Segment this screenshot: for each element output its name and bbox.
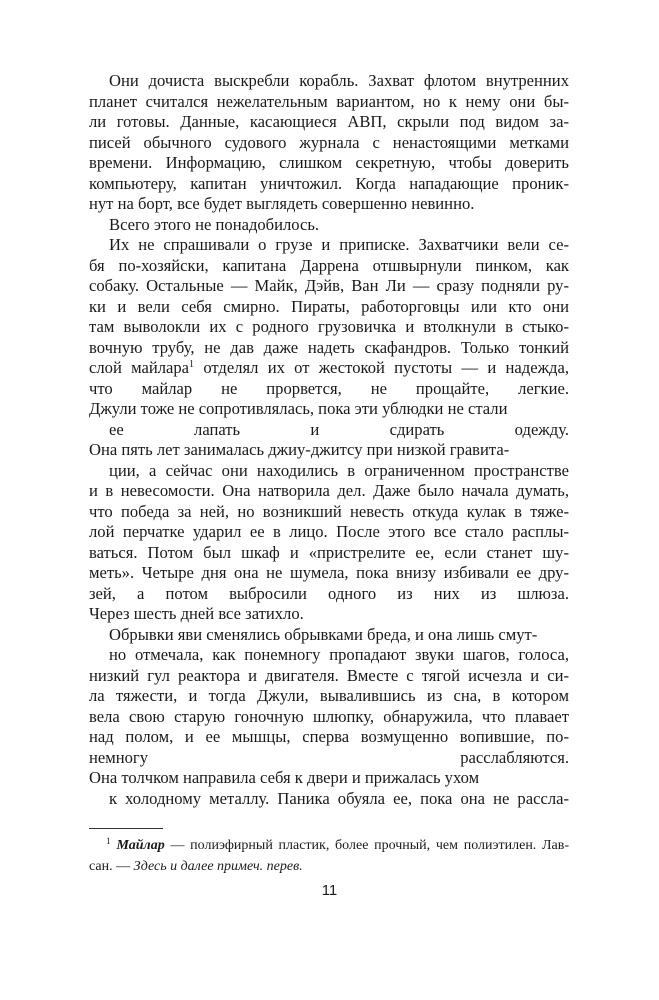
text-line: времени. Информацию, слишком секретную, чтобы доверить — [89, 153, 569, 172]
text-line: над полом, и ее мышцы, сперва возмущенно вопившие, по- — [89, 727, 569, 746]
footnote-note: Здесь и далее примеч. перев. — [133, 859, 303, 874]
text-line: писей обычного судового журнала с ненастоящими метками — [89, 132, 569, 152]
text-line: что майлар не прорвется, не прощайте, легкие. — [89, 378, 569, 398]
text-segment: слой майлара — [89, 358, 190, 377]
text-line: бя по-хозяйски, капитана Даррена отшвырнули пинком, как — [89, 255, 569, 275]
text-segment: отделял их от жестокой пустоты — и надежда, — [194, 358, 569, 377]
text-line: Обрывки яви сменялись обрывками бреда, и она лишь смут- — [109, 624, 538, 644]
text-line: вела свою старую гоночную шлюпку, обнаружила, что плавает — [89, 706, 569, 726]
text-line: лой перчатке ударил ее в лицо. После этого все стало расплы- — [89, 522, 569, 541]
footnote-term: Майлар — [116, 838, 165, 853]
footnote-text: сан. — — [89, 859, 134, 874]
text-line: ли готовы. Данные, касающиеся АВП, скрыли под видом за- — [89, 112, 569, 131]
text-line: Она пять лет занималась джиу-джитсу при низкой гравита- — [89, 440, 510, 459]
text-line: Всего этого не понадобилось. — [109, 214, 320, 234]
text-line: ее лапать и сдирать одежду. — [109, 419, 569, 439]
text-line: там выволокли их с родного грузовичка и втолкнули в стыко- — [89, 317, 569, 336]
text-line: меть». Четыре дня она не шумела, пока внизу избивали ее дру- — [89, 563, 569, 582]
text-line: но отмечала, как понемногу пропадают звуки шагов, голоса, — [109, 645, 569, 664]
text-line-with-footnote-ref — [89, 358, 569, 379]
text-line: Она толчком направила себя к двери и прижалась ухом — [89, 768, 480, 787]
text-line: что победа за ней, но возникший невесть откуда кулак в тяже- — [89, 501, 569, 521]
text-line: к холодному металлу. Паника обуяла ее, пока она не рассла- — [109, 788, 569, 808]
text-line: нут на борт, все будет выглядеть совершенно невинно. — [89, 194, 475, 213]
page-number: 11 — [321, 882, 338, 899]
text-line: Через шесть дней все затихло. — [89, 604, 304, 623]
text-line: ваться. Потом был шкаф и «пристрелите ее, если станет шу- — [89, 542, 569, 562]
footnote-text: — полиэфирный пластик, более прочный, чем полиэтилен. Лав- — [164, 838, 569, 853]
text-line: ки и вели себя смирно. Пираты, работорговцы или кто они — [89, 296, 569, 316]
text-line: ции, а сейчас они находились в ограниченном пространстве — [109, 460, 569, 480]
text-line: Джули тоже не сопротивлялась, пока эти ублюдки не стали — [89, 399, 508, 418]
footnote-reference: 1 — [189, 359, 195, 370]
text-line: вочную трубу, не дав даже надеть скафандров. Только тонкий — [89, 337, 569, 357]
text-line: компьютеру, капитан уничтожил. Когда нападающие проник- — [89, 173, 569, 193]
text-line: зей, а потом выбросили одного из них из шлюза. — [89, 583, 569, 603]
text-line: Они дочиста выскребли корабль. Захват флотом внутренних — [109, 71, 569, 90]
text-line: Их не спрашивали о грузе и приписке. Захватчики вели се- — [109, 235, 569, 254]
text-line: собаку. Остальные — Майк, Дэйв, Ван Ли — сразу подняли ру- — [89, 276, 569, 295]
footnote-number: 1 — [106, 836, 111, 846]
footnote-line — [106, 836, 569, 856]
text-line: планет считался нежелательным вариантом, но к нему они бы- — [89, 91, 569, 111]
footnote-divider — [89, 828, 163, 829]
text-line: и в невесомости. Она натворила дел. Даже было начала думать, — [89, 481, 569, 500]
text-line: низкий гул реактора и двигателя. Вместе с тягой исчезла и си- — [89, 665, 569, 685]
text-line: немногу расслабляются. — [89, 747, 569, 767]
footnote-line — [89, 857, 569, 877]
text-line: ла тяжести, и тогда Джули, вывалившись из сна, в котором — [89, 686, 569, 705]
